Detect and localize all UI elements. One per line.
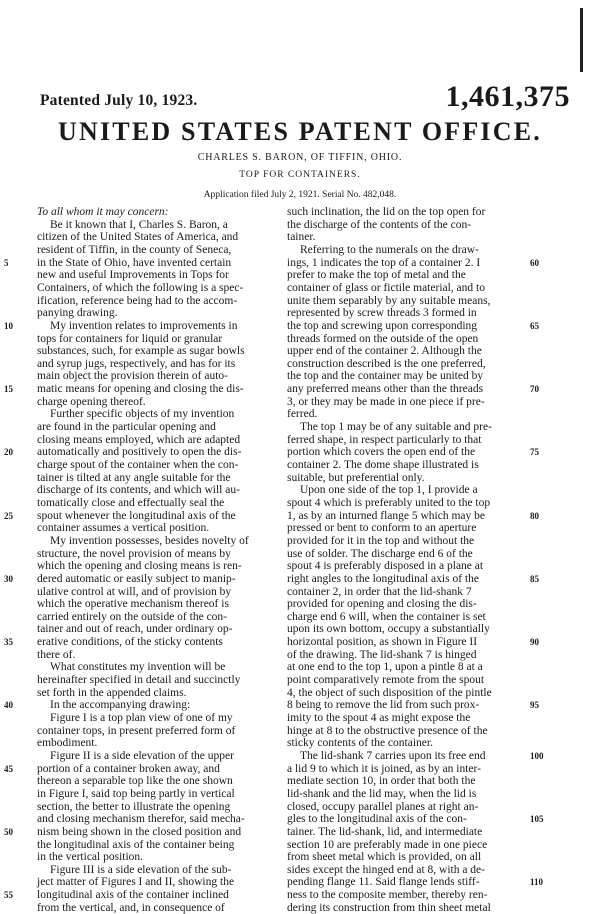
scan-edge-mark <box>580 8 583 72</box>
text-line: tomatically close and effectually seal the <box>37 496 225 509</box>
text-line: Containers, of which the following is a spec- <box>37 281 244 294</box>
text-line: automatically and positively to open the dis- <box>37 446 242 459</box>
text-line: discharge of its contents, and which will au- <box>37 484 240 497</box>
text-line: are found in the particular opening and <box>37 421 216 434</box>
line-number: 50 <box>4 826 13 837</box>
text-line: charge spout of the container when the con- <box>37 459 239 471</box>
text-line: pending flange 11. Said flange lends stiff- <box>287 876 480 889</box>
text-line: tainer and out of reach, under ordinary op- <box>37 623 233 636</box>
text-line: of the drawing. The lid-shank 7 is hinged <box>287 648 477 661</box>
patent-date: Patented July 10, 1923. <box>40 92 198 109</box>
text-line: gles to the longitudinal axis of the con- <box>287 813 467 826</box>
text-line: there of. <box>37 648 76 661</box>
text-line: portion which covers the open end of the <box>287 446 476 459</box>
text-line: The top 1 may be of any suitable and pre- <box>300 421 492 434</box>
text-line: Be it known that I, Charles S. Baron, a <box>50 218 228 231</box>
text-line: sides except the hinged end at 8, with a de- <box>287 863 485 876</box>
text-line: in the vertical position. <box>37 851 144 864</box>
line-number: 30 <box>4 573 13 584</box>
text-line: Figure II is a side elevation of the upper <box>50 749 234 762</box>
text-line: container assumes a vertical position. <box>37 522 210 535</box>
line-number: 100 <box>530 750 544 761</box>
text-line: and closing mechanism therefor, said mecha- <box>37 813 245 826</box>
line-number: 85 <box>530 573 539 584</box>
patent-number: 1,461,375 <box>445 80 570 113</box>
text-line: container tops, in present preferred form of <box>37 724 236 737</box>
invention-title: TOP FOR CONTAINERS. <box>239 170 361 180</box>
text-line: My invention relates to improvements in <box>50 319 238 332</box>
text-line: any preferred means other than the threads <box>287 383 484 396</box>
application-line: Application filed July 2, 1921. Serial No. 482,048. <box>203 190 397 200</box>
text-line: mediate section 10, in order that both the <box>287 775 476 788</box>
text-line: section, the better to illustrate the opening <box>37 800 231 813</box>
text-line: the longitudinal axis of the container being <box>37 838 235 851</box>
text-line: upper end of the container 2. Although the <box>287 345 482 358</box>
text-line: nism being shown in the closed position and <box>37 825 242 838</box>
line-number: 45 <box>4 763 13 774</box>
text-line: closed, occupy parallel planes at right an- <box>287 800 479 813</box>
text-line: tainer is tilted at any angle suitable for the <box>37 471 231 484</box>
text-line: 8 being to remove the lid from such prox- <box>287 699 480 712</box>
text-line: embodiment. <box>37 737 98 750</box>
text-line: The lid-shank 7 carries upon its free end <box>300 749 486 762</box>
line-number: 75 <box>530 447 539 458</box>
text-line: the top and the container may be united by <box>287 370 484 383</box>
text-line: Figure III is a side elevation of the sub- <box>50 863 232 876</box>
line-number: 95 <box>530 700 539 711</box>
line-number: 5 <box>4 257 9 268</box>
line-number: 10 <box>4 320 13 331</box>
text-line: in the State of Ohio, have invented certain <box>37 256 232 269</box>
text-line: which the opening and closing means is ren- <box>37 560 242 573</box>
text-line: ferred. <box>287 408 318 421</box>
text-line: a lid 9 to which it is joined, as by an inter- <box>287 762 481 775</box>
text-line: hinge at 8 to the obstructive presence of the <box>287 724 488 737</box>
text-line: the discharge of the contents of the con- <box>287 218 472 231</box>
text-line: unite them separably by any suitable means, <box>287 294 491 307</box>
text-line: imity to the spout 4 as might expose the <box>287 712 471 724</box>
text-line: right angles to the longitudinal axis of the <box>287 572 479 585</box>
line-number: 65 <box>530 320 539 331</box>
line-number: 35 <box>4 637 13 648</box>
text-line: provided for opening and closing the dis- <box>287 598 477 611</box>
text-line: ings, 1 indicates the top of a container 2. I <box>287 256 481 269</box>
line-number: 40 <box>4 700 13 711</box>
text-line: portion of a container broken away, and <box>37 762 220 775</box>
text-line: citizen of the United States of America, and <box>37 231 239 244</box>
line-number: 90 <box>530 637 539 648</box>
text-line: set forth in the appended claims. <box>37 686 187 699</box>
text-line: thereon a separable top like the one shown <box>37 775 233 788</box>
text-line: panying drawing. <box>37 307 118 320</box>
line-number: 25 <box>4 510 13 521</box>
text-line: container 2, in order that the lid-shank 7 <box>287 585 472 598</box>
text-line: In the accompanying drawing: <box>50 699 191 712</box>
text-line: My invention possesses, besides novelty of <box>50 534 249 547</box>
text-line: 3, or they may be made in one piece if pre- <box>287 395 485 408</box>
text-line: in Figure I, said top being partly in vertical <box>37 787 235 800</box>
header-row <box>40 80 570 116</box>
text-line: suitable, but preferential only. <box>287 471 425 484</box>
text-line: Referring to the numerals on the draw- <box>300 243 479 256</box>
text-line: 1, as by an inturned flange 5 which may be <box>287 509 485 522</box>
text-line: spout 4 which is preferably united to the top <box>287 496 491 509</box>
text-line: point comparatively remote from the spout <box>287 674 485 687</box>
text-line: dering its construction from thin sheet metal <box>287 901 491 914</box>
line-number: 110 <box>530 877 544 888</box>
text-line: tainer. The lid-shank, lid, and intermediate <box>287 825 483 838</box>
text-line: threads formed on the outside of the open <box>287 332 479 345</box>
text-line: upon its own bottom, occupy a substantially <box>287 623 490 636</box>
text-line: section 10 are preferably made in one piece <box>287 838 488 851</box>
text-line: To all whom it may concern: <box>37 206 169 218</box>
text-line: provided for it in the top and without the <box>287 534 475 547</box>
text-line: matic means for opening and closing the dis- <box>37 383 244 396</box>
text-line: and syrup jugs, respectively, and has for its <box>37 357 236 370</box>
text-line: tainer. <box>287 231 316 244</box>
text-line: container 2. The dome shape illustrated is <box>287 459 479 471</box>
text-line: ness to the composite member, thereby ren- <box>287 889 488 902</box>
text-line: longitudinal axis of the container inclined <box>37 889 229 902</box>
text-line: from sheet metal which is provided, on all <box>287 851 482 864</box>
text-line: structure, the novel provision of means by <box>37 547 231 560</box>
line-number: 55 <box>4 890 13 901</box>
text-line: closing means employed, which are adapted <box>37 433 241 446</box>
text-line: such inclination, the lid on the top open for <box>287 206 486 218</box>
line-number: 105 <box>530 814 544 825</box>
text-line: ulative control at will, and of provision by <box>37 585 232 598</box>
line-number: 15 <box>4 384 13 395</box>
text-line: erative conditions, of the sticky contents <box>37 636 223 649</box>
text-line: ferred shape, in respect particularly to that <box>287 433 482 446</box>
text-line: which the operative mechanism thereof is <box>37 598 229 611</box>
inventor-line: CHARLES S. BARON, OF TIFFIN, OHIO. <box>197 152 403 163</box>
text-line: carried entirely on the outside of the con- <box>37 610 227 623</box>
text-line: What constitutes my invention will be <box>50 661 226 674</box>
text-line: at one end to the top 1, upon a pintle 8 at a <box>287 661 483 674</box>
text-line: spout whenever the longitudinal axis of the <box>37 509 236 522</box>
text-line: lid-shank and the lid may, when the lid is <box>287 787 477 800</box>
text-line: use of solder. The discharge end 6 of the <box>287 547 473 560</box>
text-line: ject matter of Figures I and II, showing the <box>37 876 235 889</box>
text-line: the top and screwing upon corresponding <box>287 319 478 332</box>
line-number: 70 <box>530 384 539 395</box>
text-line: tops for containers for liquid or granular <box>37 332 223 345</box>
text-line: 4, the object of such disposition of the pintle <box>287 686 492 699</box>
text-line: pressed or bent to conform to an aperture <box>287 522 477 535</box>
text-line: charge opening thereof. <box>37 395 146 408</box>
text-line: Figure I is a top plan view of one of my <box>50 712 233 724</box>
text-line: new and useful Improvements in Tops for <box>37 269 229 282</box>
text-line: Upon one side of the top 1, I provide a <box>300 484 478 497</box>
line-number: 20 <box>4 447 13 458</box>
text-line: container of glass or fictile material, and to <box>287 281 485 294</box>
text-line: ification, reference being had to the accom- <box>37 294 238 307</box>
text-line: construction described is the one preferred, <box>287 357 486 370</box>
text-line: represented by screw threads 3 formed in <box>287 307 477 320</box>
text-line: Further specific objects of my invention <box>50 408 235 421</box>
line-number: 60 <box>530 257 539 268</box>
text-line: prefer to make the top of metal and the <box>287 269 466 282</box>
text-line: horizontal position, as shown in Figure II <box>287 636 478 649</box>
office-title: UNITED STATES PATENT OFFICE. <box>58 117 542 146</box>
text-line: resident of Tiffin, in the county of Seneca, <box>37 243 232 256</box>
text-line: from the vertical, and, in consequence of <box>37 901 225 914</box>
text-line: charge end 6 will, when the container is set <box>287 610 486 623</box>
text-line: main object the provision therein of auto- <box>37 370 228 383</box>
line-number: 80 <box>530 510 539 521</box>
text-line: spout 4 is preferably disposed in a plane at <box>287 560 484 573</box>
text-line: dered automatic or easily subject to manip- <box>37 572 236 585</box>
text-line: sticky contents of the container. <box>287 737 433 750</box>
text-line: substances, such, for example as sugar bowls <box>37 345 245 358</box>
text-line: hereinafter specified in detail and succinctly <box>37 674 241 687</box>
